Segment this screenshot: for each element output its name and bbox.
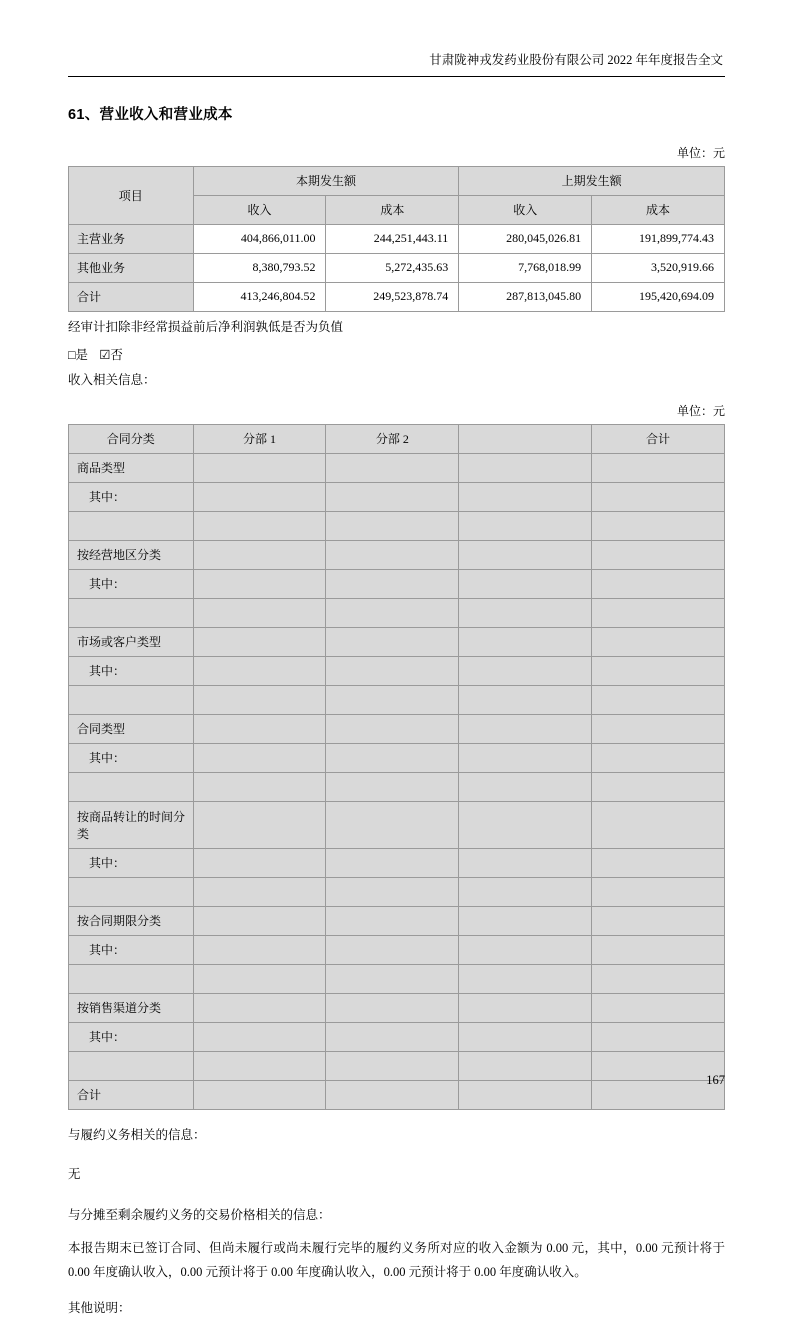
value-cell [326, 906, 459, 935]
value-cell [592, 540, 725, 569]
negative-profit-checkboxes [68, 345, 725, 365]
value-cell [459, 685, 592, 714]
row-label [69, 598, 194, 627]
row-label: 其中： [69, 743, 194, 772]
value-cell [193, 598, 326, 627]
value-cell [592, 627, 725, 656]
value-cell [459, 772, 592, 801]
value-cell [459, 627, 592, 656]
row-label: 合同类型 [69, 714, 194, 743]
row-label: 其中： [69, 935, 194, 964]
cell-current-cost: 249,523,878.74 [326, 282, 459, 311]
revenue-cost-table [68, 166, 725, 312]
value-cell [459, 598, 592, 627]
value-cell [193, 569, 326, 598]
value-cell [592, 1022, 725, 1051]
value-cell [459, 906, 592, 935]
row-label: 市场或客户类型 [69, 627, 194, 656]
header-prior-revenue: 收入 [459, 195, 592, 224]
value-cell [592, 656, 725, 685]
value-cell [326, 511, 459, 540]
value-cell [193, 511, 326, 540]
row-label: 其中： [69, 1022, 194, 1051]
value-cell [326, 1080, 459, 1109]
table-row [69, 714, 725, 743]
cell-prior-revenue: 280,045,026.81 [459, 224, 592, 253]
value-cell [326, 964, 459, 993]
value-cell [326, 569, 459, 598]
cell-prior-cost: 195,420,694.09 [592, 282, 725, 311]
value-cell [193, 1051, 326, 1080]
value-cell [592, 906, 725, 935]
value-cell [459, 714, 592, 743]
header-prior-cost: 成本 [592, 195, 725, 224]
performance-obligation-label: 与履约义务相关的信息： [68, 1127, 206, 1142]
row-label: 其中： [69, 482, 194, 511]
cell-prior-revenue: 287,813,045.80 [459, 282, 592, 311]
value-cell [326, 598, 459, 627]
value-cell [326, 993, 459, 1022]
value-cell [592, 685, 725, 714]
unit-label-table2: 单位：元 [676, 403, 725, 418]
cell-current-revenue: 8,380,793.52 [193, 253, 326, 282]
table-row [69, 964, 725, 993]
value-cell [326, 714, 459, 743]
table-row [69, 482, 725, 511]
value-cell [459, 801, 592, 848]
table-row [69, 906, 725, 935]
row-label: 按经营地区分类 [69, 540, 194, 569]
checkbox-yes[interactable]: □是 [68, 347, 89, 362]
value-cell [193, 848, 326, 877]
value-cell [459, 1051, 592, 1080]
value-cell [592, 772, 725, 801]
value-cell [459, 993, 592, 1022]
table-row [69, 993, 725, 1022]
table-row [69, 656, 725, 685]
value-cell [193, 1080, 326, 1109]
value-cell [326, 482, 459, 511]
contract-classification-table [68, 424, 725, 1110]
table-row [69, 743, 725, 772]
value-cell [193, 656, 326, 685]
cell-current-revenue: 413,246,804.52 [193, 282, 326, 311]
value-cell [326, 656, 459, 685]
row-label: 其中： [69, 848, 194, 877]
value-cell [326, 743, 459, 772]
header-prior-period: 上期发生额 [459, 166, 725, 195]
row-label [69, 964, 194, 993]
value-cell [193, 935, 326, 964]
row-label: 合计 [69, 282, 194, 311]
table-row [69, 1051, 725, 1080]
header-current-revenue: 收入 [193, 195, 326, 224]
table-row [69, 801, 725, 848]
row-label: 商品类型 [69, 453, 194, 482]
header-current-cost: 成本 [326, 195, 459, 224]
value-cell [193, 1022, 326, 1051]
table-row [69, 935, 725, 964]
row-label: 按销售渠道分类 [69, 993, 194, 1022]
value-cell [592, 993, 725, 1022]
table-row [69, 282, 725, 311]
header-total: 合计 [592, 424, 725, 453]
value-cell [592, 743, 725, 772]
page-number: 167 [706, 1073, 725, 1087]
cell-prior-cost: 3,520,919.66 [592, 253, 725, 282]
value-cell [326, 1022, 459, 1051]
cell-current-revenue: 404,866,011.00 [193, 224, 326, 253]
value-cell [326, 772, 459, 801]
value-cell [326, 453, 459, 482]
header-segment-1: 分部 1 [193, 424, 326, 453]
value-cell [592, 848, 725, 877]
value-cell [193, 482, 326, 511]
unit-label-table1: 单位：元 [676, 145, 725, 160]
table-row [69, 253, 725, 282]
table-row [69, 1080, 725, 1109]
row-label: 其中： [69, 656, 194, 685]
value-cell [193, 453, 326, 482]
cell-prior-cost: 191,899,774.43 [592, 224, 725, 253]
table-row [69, 685, 725, 714]
row-label: 合计 [69, 1080, 194, 1109]
value-cell [459, 877, 592, 906]
row-label: 其他业务 [69, 253, 194, 282]
value-cell [193, 877, 326, 906]
value-cell [326, 935, 459, 964]
row-label: 按合同期限分类 [69, 906, 194, 935]
remaining-obligation-text: 本报告期末已签订合同、但尚未履行或尚未履行完毕的履约义务所对应的收入金额为 0.00 元，其中，0.00 元预计将于 0.00 年度确认收入，0.00 元预计将于 0.00 年度确认收入，0.00 元预计将于 0.00 年度确认收入。 [68, 1241, 725, 1279]
value-cell [592, 453, 725, 482]
value-cell [459, 848, 592, 877]
header-current-period: 本期发生额 [193, 166, 459, 195]
value-cell [459, 511, 592, 540]
table-row [69, 772, 725, 801]
table-row [69, 569, 725, 598]
value-cell [459, 743, 592, 772]
cell-current-cost: 244,251,443.11 [326, 224, 459, 253]
value-cell [193, 772, 326, 801]
value-cell [193, 964, 326, 993]
value-cell [592, 877, 725, 906]
value-cell [592, 569, 725, 598]
header-segment-2: 分部 2 [326, 424, 459, 453]
value-cell [592, 598, 725, 627]
header-item: 项目 [69, 166, 194, 224]
value-cell [459, 1080, 592, 1109]
row-label [69, 772, 194, 801]
remaining-obligation-label: 与分摊至剩余履约义务的交易价格相关的信息： [68, 1208, 331, 1222]
table-row [69, 224, 725, 253]
table-row [69, 540, 725, 569]
value-cell [326, 685, 459, 714]
value-cell [326, 540, 459, 569]
table-row [69, 453, 725, 482]
table-row [69, 598, 725, 627]
value-cell [193, 685, 326, 714]
table-row [69, 877, 725, 906]
value-cell [326, 627, 459, 656]
value-cell [592, 714, 725, 743]
value-cell [459, 964, 592, 993]
header-contract-class: 合同分类 [69, 424, 194, 453]
value-cell [592, 482, 725, 511]
table-row [69, 1022, 725, 1051]
value-cell [459, 482, 592, 511]
value-cell [193, 627, 326, 656]
table-header-row [69, 424, 725, 453]
row-label [69, 511, 194, 540]
cell-current-cost: 5,272,435.63 [326, 253, 459, 282]
table-row [69, 511, 725, 540]
value-cell [459, 1022, 592, 1051]
value-cell [193, 540, 326, 569]
value-cell [592, 935, 725, 964]
row-label [69, 685, 194, 714]
value-cell [459, 453, 592, 482]
cell-prior-revenue: 7,768,018.99 [459, 253, 592, 282]
row-label [69, 877, 194, 906]
value-cell [193, 801, 326, 848]
value-cell [592, 511, 725, 540]
value-cell [459, 935, 592, 964]
value-cell [193, 743, 326, 772]
value-cell [193, 714, 326, 743]
value-cell [326, 877, 459, 906]
checkbox-no[interactable]: ☑否 [99, 347, 123, 362]
audit-note: 经审计扣除非经常损益前后净利润孰低是否为负值 [68, 319, 344, 334]
row-label: 其中： [69, 569, 194, 598]
table-header-row [69, 166, 725, 195]
row-label [69, 1051, 194, 1080]
other-note-label: 其他说明： [68, 1300, 131, 1315]
table-row [69, 848, 725, 877]
header-segment-3 [459, 424, 592, 453]
value-cell [193, 993, 326, 1022]
value-cell [592, 801, 725, 848]
header-divider [68, 76, 725, 77]
value-cell [592, 964, 725, 993]
row-label: 主营业务 [69, 224, 194, 253]
row-label: 按商品转让的时间分类 [69, 801, 194, 848]
value-cell [459, 540, 592, 569]
value-cell [193, 906, 326, 935]
section-title: 61、营业收入和营业成本 [68, 106, 233, 123]
value-cell [326, 1051, 459, 1080]
performance-obligation-value: 无 [68, 1166, 81, 1181]
value-cell [326, 801, 459, 848]
table-row [69, 627, 725, 656]
value-cell [592, 1051, 725, 1080]
value-cell [326, 848, 459, 877]
value-cell [459, 569, 592, 598]
revenue-info-label: 收入相关信息： [68, 372, 156, 387]
value-cell [592, 1080, 725, 1109]
page-header [68, 52, 725, 70]
value-cell [459, 656, 592, 685]
header-company-line: 甘肃陇神戎发药业股份有限公司 2022 年年度报告全文 [429, 53, 723, 67]
